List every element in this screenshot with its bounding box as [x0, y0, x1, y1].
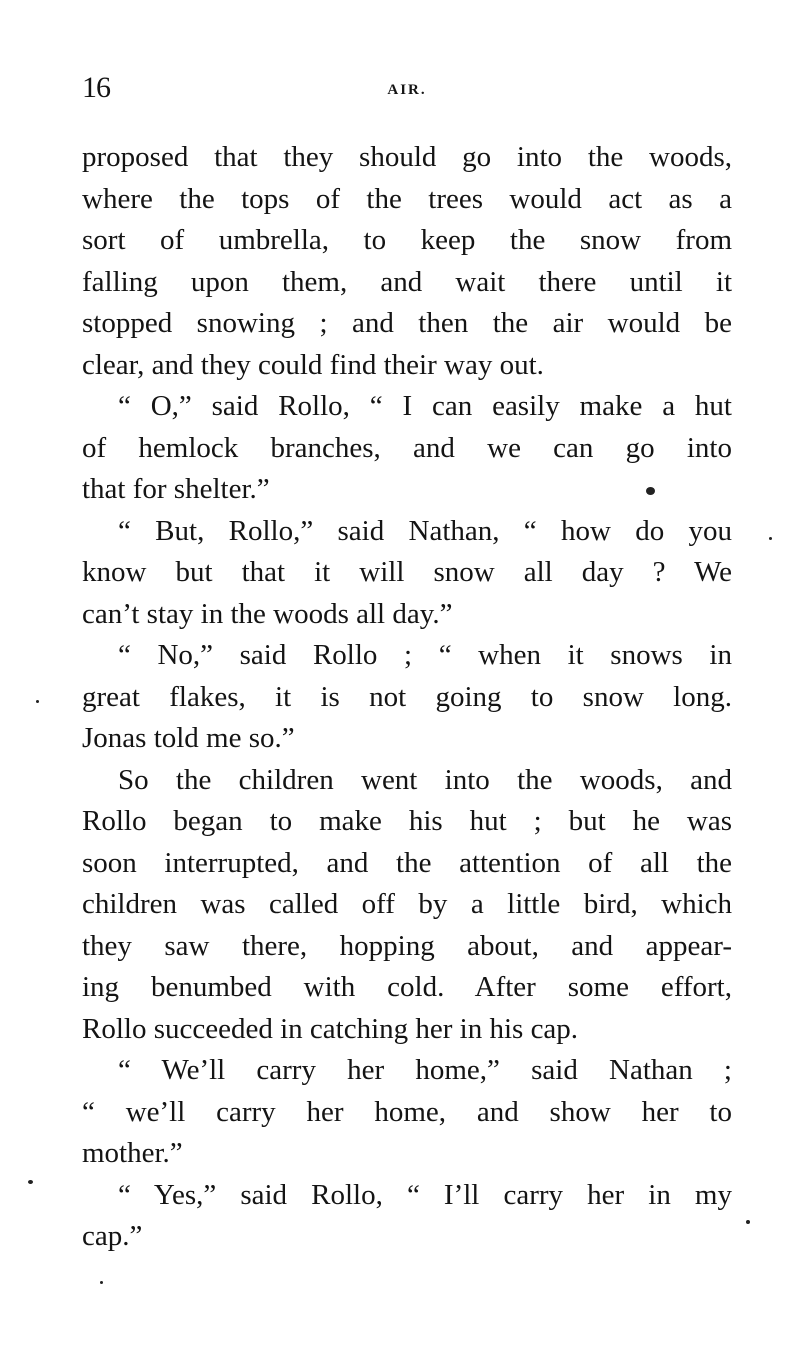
- text-line: great flakes, it is not going to snow long.: [82, 680, 732, 713]
- text-line: cap.”: [82, 1220, 143, 1252]
- ink-speck: [36, 700, 39, 703]
- body-text: [82, 137, 732, 1258]
- text-line: know but that it will snow all day ? We: [82, 556, 732, 588]
- text-line: proposed that they should go into the woods,: [82, 141, 732, 173]
- running-title: AIR.: [387, 82, 427, 98]
- text-line: So the children went into the woods, and: [118, 763, 732, 796]
- text-line: “ We’ll carry her home,” said Nathan ;: [118, 1054, 732, 1086]
- text-line: “ But, Rollo,” said Nathan, “ how do you: [118, 514, 732, 547]
- text-line: can’t stay in the woods all day.”: [82, 597, 453, 630]
- text-line: Rollo began to make his hut ; but he was: [82, 805, 732, 837]
- page-header: [82, 68, 732, 108]
- ink-speck: [28, 1180, 33, 1184]
- text-line: “ we’ll carry her home, and show her to: [82, 1095, 732, 1128]
- text-line: children was called off by a little bird, which: [82, 888, 732, 920]
- text-line: clear, and they could find their way out.: [82, 348, 544, 381]
- text-line: mother.”: [82, 1137, 183, 1169]
- text-line: sort of umbrella, to keep the snow from: [82, 224, 732, 256]
- text-line: ing benumbed with cold. After some effort,: [82, 971, 732, 1003]
- text-line: “ Yes,” said Rollo, “ I’ll carry her in my: [118, 1178, 732, 1211]
- page-number: 16: [82, 71, 110, 104]
- text-line: stopped snowing ; and then the air would be: [82, 307, 732, 339]
- text-line: of hemlock branches, and we can go into: [82, 431, 732, 464]
- text-line: they saw there, hopping about, and appear-: [82, 929, 732, 962]
- ink-speck: [100, 1281, 103, 1284]
- text-line: Rollo succeeded in catching her in his cap.: [82, 1012, 579, 1045]
- ink-speck: [746, 1220, 750, 1224]
- text-line: “ No,” said Rollo ; “ when it snows in: [118, 639, 732, 671]
- text-line: that for shelter.”: [82, 473, 270, 505]
- text-line: where the tops of the trees would act as a: [82, 182, 732, 215]
- text-line: falling upon them, and wait there until it: [82, 265, 732, 298]
- text-line: “ O,” said Rollo, “ I can easily make a hut: [118, 390, 732, 422]
- text-line: Jonas told me so.”: [82, 722, 295, 754]
- text-line: soon interrupted, and the attention of all the: [82, 846, 732, 879]
- ink-speck: [769, 537, 772, 540]
- ink-speck: [646, 487, 655, 495]
